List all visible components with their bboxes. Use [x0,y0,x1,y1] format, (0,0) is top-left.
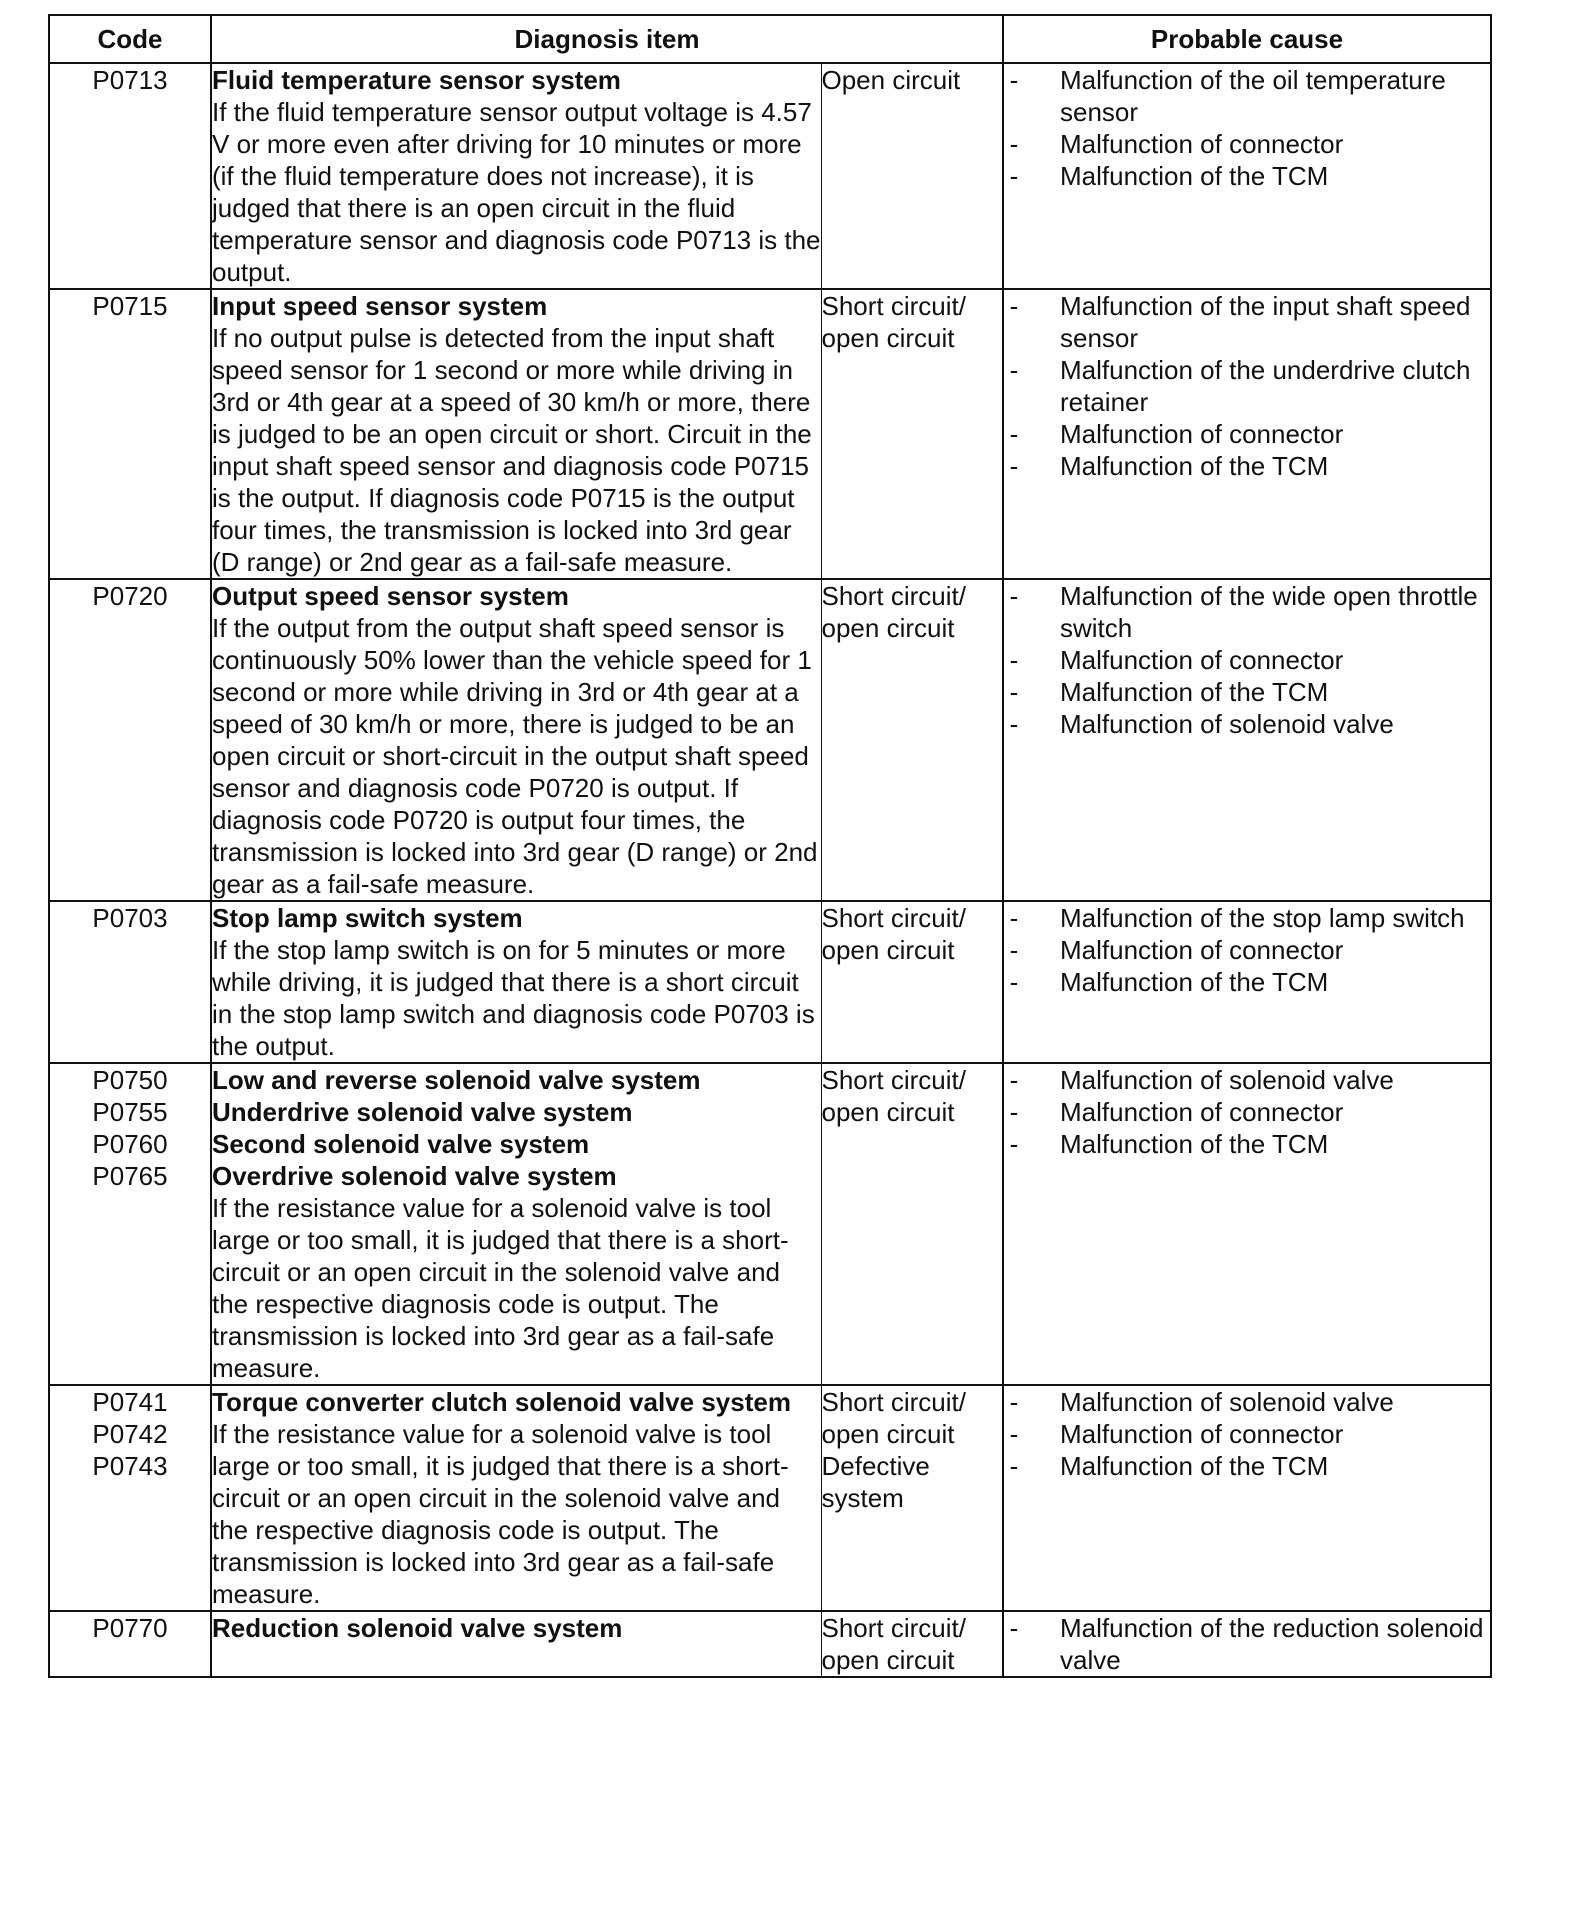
failure-type-cell [821,1385,1003,1611]
diagnosis-body: If the resistance value for a solenoid valve is tool large or too small, it is judged that there is a short-circuit or an open circuit in the solenoid valve and the respective diagnosis code is output. The transmission is locked into 3rd gear as a fail-safe measure. [212,1193,789,1383]
cause-item [1004,354,1490,418]
cause-text: Malfunction of solenoid valve [1060,709,1394,739]
code-cell [49,1611,211,1677]
bullet-dash-icon: - [1009,967,1019,997]
cause-text: Malfunction of the oil temperature sensor [1060,65,1446,127]
cause-list [1004,290,1490,482]
bullet-dash-icon: - [1009,1065,1019,1095]
cause-text: Malfunction of connector [1060,935,1344,965]
failure-type: system [821,1483,904,1513]
cause-item [1004,128,1490,160]
bullet-dash-icon: - [1009,355,1019,385]
diagnosis-title: Overdrive solenoid valve system [212,1161,617,1191]
bullet-dash-icon: - [1009,1097,1019,1127]
diagnosis-description-cell [211,1385,821,1611]
cause-text: Malfunction of the underdrive clutch retainer [1060,355,1471,417]
cause-item [1004,580,1490,644]
cause-item [1004,644,1490,676]
diagnosis-code: P0755 [92,1097,168,1127]
failure-type: Short circuit/ [821,903,966,933]
cause-item [1004,1128,1490,1160]
bullet-dash-icon: - [1009,161,1019,191]
cause-item [1004,1612,1490,1676]
cause-list [1004,580,1490,740]
failure-type: Defective [821,1451,930,1481]
cause-item [1004,708,1490,740]
cause-item [1004,966,1490,998]
failure-type: open circuit [821,613,955,643]
code-cell [49,579,211,901]
failure-type: open circuit [821,323,955,353]
diagnosis-code: P0765 [92,1161,168,1191]
cause-text: Malfunction of the TCM [1060,677,1329,707]
cause-item [1004,64,1490,128]
cause-list [1004,1386,1490,1482]
diagnosis-title: Second solenoid valve system [212,1129,590,1159]
diagnosis-code: P0760 [92,1129,168,1159]
cause-item [1004,450,1490,482]
diagnosis-body: If the fluid temperature sensor output voltage is 4.57 V or more even after driving for 10 minutes or more (if the fluid temperature does not increase), it is judged that there is an open circuit in the fluid temperature sensor and diagnosis code P0713 is the output. [212,97,821,287]
diagnosis-code: P0713 [92,65,168,95]
diagnosis-body: If no output pulse is detected from the input shaft speed sensor for 1 second or more while driving in 3rd or 4th gear at a speed of 30 km/h or more, there is judged to be an open circuit or short. Circuit in the input shaft speed sensor and diagnosis code P0715 is the output. If diagnosis code P0715 is the output four times, the transmission is locked into 3rd gear (D range) or 2nd gear as a fail-safe measure. [212,323,812,577]
diagnosis-table [48,14,1492,1678]
table-row [49,1063,1491,1385]
diagnosis-description-cell [211,901,821,1063]
diagnosis-title: Output speed sensor system [212,581,569,611]
probable-cause-cell [1003,1611,1491,1677]
diagnosis-description-cell [211,1063,821,1385]
diagnosis-code: P0720 [92,581,168,611]
bullet-dash-icon: - [1009,935,1019,965]
diagnosis-code: P0715 [92,291,168,321]
diagnosis-body: If the output from the output shaft speed sensor is continuously 50% lower than the vehicle speed for 1 second or more while driving in 3rd or 4th gear at a speed of 30 km/h or more, there is judged to be an open circuit or short-circuit in the output shaft speed sensor and diagnosis code P0720 is output. If diagnosis code P0720 is output four times, the transmission is locked into 3rd gear (D range) or 2nd gear as a fail-safe measure. [212,613,818,899]
bullet-dash-icon: - [1009,1387,1019,1417]
cause-text: Malfunction of connector [1060,1097,1344,1127]
diagnosis-description-cell [211,289,821,579]
cause-item [1004,902,1490,934]
diagnosis-title: Underdrive solenoid valve system [212,1097,633,1127]
table-row [49,579,1491,901]
header-diagnosis-item: Diagnosis item [211,15,1003,63]
diagnosis-description-cell [211,1611,821,1677]
bullet-dash-icon: - [1009,65,1019,95]
diagnosis-code: P0770 [92,1613,168,1643]
diagnosis-title: Input speed sensor system [212,291,548,321]
failure-type: Short circuit/ [821,1387,966,1417]
bullet-dash-icon: - [1009,709,1019,739]
cause-item [1004,418,1490,450]
bullet-dash-icon: - [1009,129,1019,159]
cause-text: Malfunction of the reduction solenoid valve [1060,1613,1484,1675]
cause-item [1004,1418,1490,1450]
failure-type-cell [821,901,1003,1063]
cause-text: Malfunction of the TCM [1060,1451,1329,1481]
cause-item [1004,1386,1490,1418]
table-row [49,289,1491,579]
cause-text: Malfunction of the input shaft speed sensor [1060,291,1471,353]
bullet-dash-icon: - [1009,419,1019,449]
cause-text: Malfunction of the TCM [1060,967,1329,997]
code-cell [49,1385,211,1611]
probable-cause-cell [1003,63,1491,289]
diagnosis-code: P0742 [92,1419,168,1449]
header-probable-cause: Probable cause [1003,15,1491,63]
failure-type: Open circuit [821,65,961,95]
cause-text: Malfunction of the wide open throttle switch [1060,581,1478,643]
diagnosis-title: Fluid temperature sensor system [212,65,621,95]
bullet-dash-icon: - [1009,581,1019,611]
bullet-dash-icon: - [1009,1613,1019,1643]
cause-item [1004,1096,1490,1128]
diagnosis-description-cell [211,63,821,289]
bullet-dash-icon: - [1009,903,1019,933]
bullet-dash-icon: - [1009,1129,1019,1159]
diagnosis-code: P0703 [92,903,168,933]
table-row [49,63,1491,289]
cause-item [1004,1450,1490,1482]
cause-text: Malfunction of solenoid valve [1060,1065,1394,1095]
cause-text: Malfunction of the TCM [1060,161,1329,191]
cause-text: Malfunction of the stop lamp switch [1060,903,1465,933]
table-body [49,63,1491,1677]
failure-type-cell [821,289,1003,579]
failure-type: Short circuit/ [821,1065,966,1095]
probable-cause-cell [1003,901,1491,1063]
cause-text: Malfunction of connector [1060,645,1344,675]
code-cell [49,63,211,289]
header-code: Code [49,15,211,63]
bullet-dash-icon: - [1009,1419,1019,1449]
code-cell [49,289,211,579]
diagnosis-description-cell [211,579,821,901]
cause-list [1004,902,1490,998]
bullet-dash-icon: - [1009,677,1019,707]
bullet-dash-icon: - [1009,645,1019,675]
diagnosis-title: Low and reverse solenoid valve system [212,1065,701,1095]
cause-list [1004,1612,1490,1676]
cause-text: Malfunction of solenoid valve [1060,1387,1394,1417]
cause-text: Malfunction of the TCM [1060,1129,1329,1159]
diagnosis-body: If the resistance value for a solenoid valve is tool large or too small, it is judged that there is a short-circuit or an open circuit in the solenoid valve and the respective diagnosis code is output. The transmission is locked into 3rd gear as a fail-safe measure. [212,1419,789,1609]
code-cell [49,901,211,1063]
diagnosis-title: Stop lamp switch system [212,903,523,933]
cause-text: Malfunction of connector [1060,1419,1344,1449]
cause-list [1004,1064,1490,1160]
diagnosis-body: If the stop lamp switch is on for 5 minutes or more while driving, it is judged that there is a short circuit in the stop lamp switch and diagnosis code P0703 is the output. [212,935,815,1061]
probable-cause-cell [1003,579,1491,901]
cause-item [1004,676,1490,708]
diagnosis-code: P0741 [92,1387,168,1417]
cause-item [1004,290,1490,354]
failure-type: open circuit [821,1097,955,1127]
code-cell [49,1063,211,1385]
bullet-dash-icon: - [1009,451,1019,481]
failure-type-cell [821,579,1003,901]
diagnosis-title: Reduction solenoid valve system [212,1613,623,1643]
table-header-row [49,15,1491,63]
probable-cause-cell [1003,1063,1491,1385]
failure-type: Short circuit/ [821,581,966,611]
cause-item [1004,934,1490,966]
diagnosis-title: Torque converter clutch solenoid valve system [212,1387,791,1417]
probable-cause-cell [1003,289,1491,579]
table-row [49,1385,1491,1611]
cause-item [1004,1064,1490,1096]
failure-type: open circuit [821,1645,955,1675]
cause-text: Malfunction of connector [1060,419,1344,449]
failure-type-cell [821,1611,1003,1677]
cause-text: Malfunction of the TCM [1060,451,1329,481]
cause-list [1004,64,1490,192]
diagnosis-code: P0743 [92,1451,168,1481]
failure-type: Short circuit/ [821,1613,966,1643]
table-row [49,1611,1491,1677]
failure-type: Short circuit/ [821,291,966,321]
failure-type-cell [821,63,1003,289]
probable-cause-cell [1003,1385,1491,1611]
cause-text: Malfunction of connector [1060,129,1344,159]
cause-item [1004,160,1490,192]
failure-type: open circuit [821,1419,955,1449]
table-row [49,901,1491,1063]
bullet-dash-icon: - [1009,1451,1019,1481]
bullet-dash-icon: - [1009,291,1019,321]
diagnosis-code: P0750 [92,1065,168,1095]
failure-type-cell [821,1063,1003,1385]
failure-type: open circuit [821,935,955,965]
